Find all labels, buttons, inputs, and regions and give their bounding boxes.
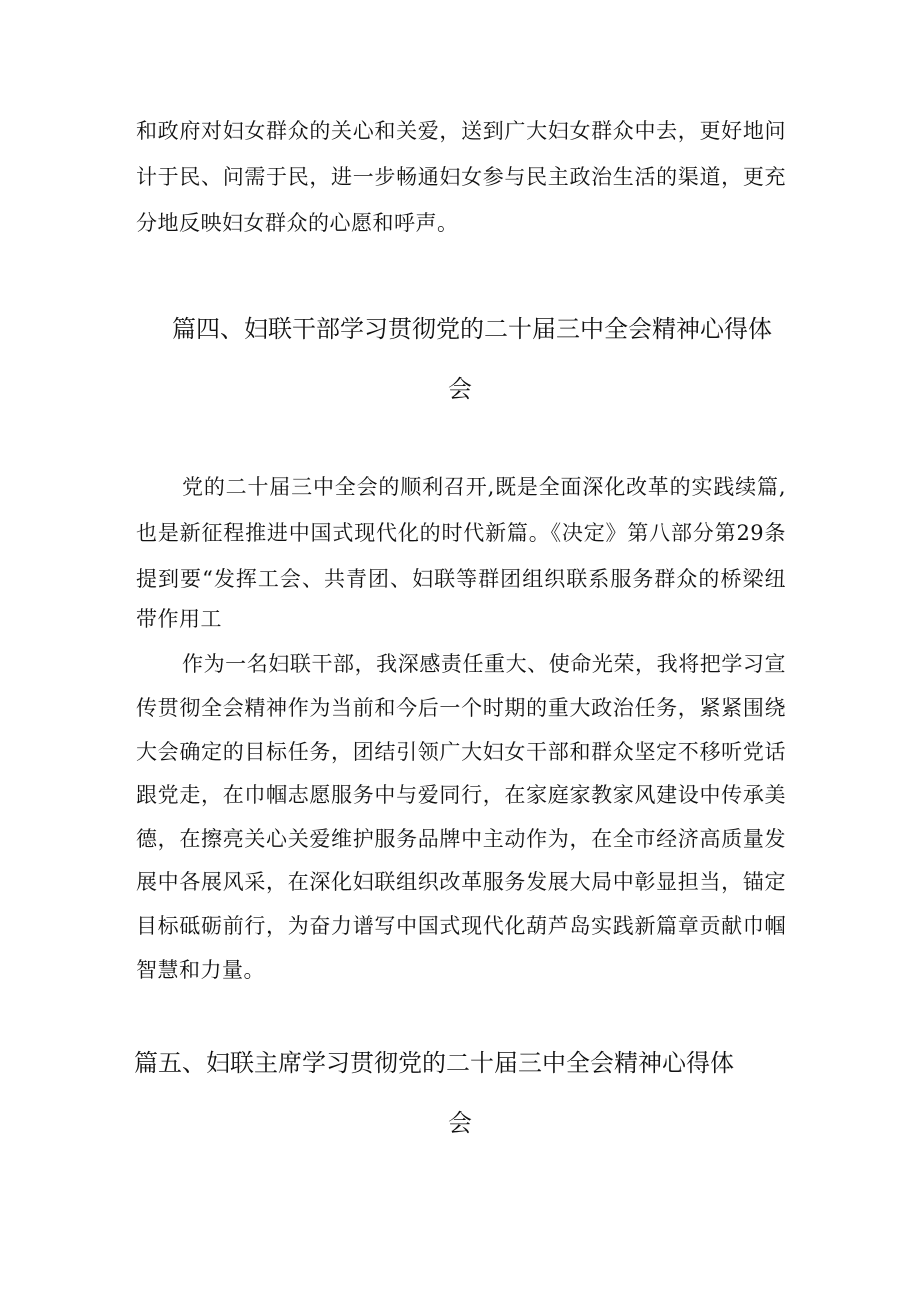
intro-line-2: 计于民、问需于民，进一步畅通妇女参与民主政治生活的渠道，更充 [136,165,786,189]
section4-title-line2: 会 [448,375,472,403]
s4p2-line-2: 传贯彻全会精神作为当前和今后一个时期的重大政治任务，紧紧围绕 [136,696,786,720]
s4p2-line-1: 作为一名妇联干部，我深感责任重大、使命光荣，我将把学习宣 [182,652,786,676]
s4p1-line-2: 也是新征程推进中国式现代化的时代新篇。《决定》第八部分第29条 [136,521,786,545]
s4p1-line-4: 带作用工 [136,607,222,631]
s4p2-line-6: 展中各展风采，在深化妇联组织改革服务发展大局中彰显担当，锚定 [136,870,786,894]
section5-title-line1: 篇五、妇联主席学习贯彻党的二十届三中全会精神心得体 [134,1049,734,1077]
section4-title-line1: 篇四、妇联干部学习贯彻党的二十届三中全会精神心得体 [172,315,772,343]
s4p1-line-3: 提到要“发挥工会、共青团、妇联等群团组织联系服务群众的桥梁纽 [136,567,786,591]
s4p2-line-5: 德，在擦亮关心关爱维护服务品牌中主动作为，在全市经济高质量发 [136,827,786,851]
section5-title-line2: 会 [448,1109,472,1137]
intro-line-1: 和政府对妇女群众的关心和关爱，送到广大妇女群众中去，更好地问 [136,119,786,143]
s4p2-line-7: 目标砥砺前行，为奋力谱写中国式现代化葫芦岛实践新篇章贡献巾帼 [136,914,786,938]
s4p2-line-3: 大会确定的目标任务，团结引领广大妇女干部和群众坚定不移听党话 [136,740,786,764]
intro-line-3: 分地反映妇女群众的心愿和呼声。 [136,211,459,235]
s4p1-line-1: 党的二十届三中全会的顺利召开,既是全面深化改革的实践续篇, [182,475,786,499]
s4p2-line-4: 跟党走，在巾帼志愿服务中与爱同行，在家庭家教家风建设中传承美 [136,783,786,807]
s4p2-line-8: 智慧和力量。 [136,958,265,982]
